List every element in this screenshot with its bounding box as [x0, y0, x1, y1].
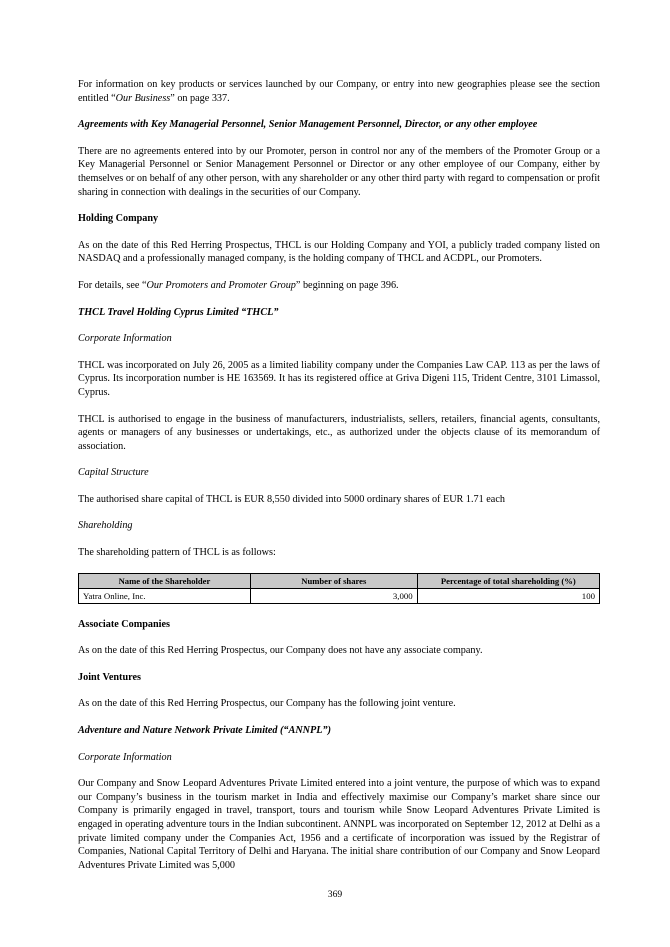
paragraph-joint-ventures: As on the date of this Red Herring Prospectus, our Company has the following joint venture.	[78, 698, 456, 710]
heading-joint-ventures: Joint Ventures	[78, 671, 141, 683]
paragraph-associate-companies: As on the date of this Red Herring Prospectus, our Company does not have any associate company.	[78, 645, 483, 657]
subheading-corporate-information-annpl: Corporate Information	[78, 751, 172, 763]
shareholding-table	[78, 573, 600, 604]
column-header-shareholder-name: Name of the Shareholder	[79, 573, 251, 588]
section-reference-promoters: Our Promoters and Promoter Group	[146, 279, 296, 291]
paragraph-intro: For information on key products or services launched by our Company, or entry into new geographies please see the section entitled “Our Business” on page 337.	[78, 79, 600, 104]
paragraph-shareholding-intro: The shareholding pattern of THCL is as follows:	[78, 547, 276, 559]
subheading-shareholding: Shareholding	[78, 520, 133, 532]
column-header-percentage: Percentage of total shareholding (%)	[417, 573, 599, 588]
paragraph-thcl-business: THCL is authorised to engage in the business of manufacturers, industrialists, sellers, retailers, financial agents, consultants, agents or managers of any businesses or undertakings, etc., as authorized under the objects clause of its memorandum of association.	[78, 413, 600, 452]
cell-percentage: 100	[417, 588, 599, 603]
heading-agreements-kmp: Agreements with Key Managerial Personnel, Senior Management Personnel, Director, or any other employee	[78, 119, 538, 131]
page-number: 369	[327, 889, 343, 900]
paragraph-thcl-incorporation: THCL was incorporated on July 26, 2005 as a limited liability company under the Companies Law CAP. 113 as per the laws of Cyprus. Its incorporation number is HE 163569. It has its registered office at Griva Digeni 115, Trident Centre, 3101 Limassol, Cyprus.	[78, 359, 600, 398]
heading-associate-companies: Associate Companies	[78, 618, 170, 630]
paragraph-annpl-details: Our Company and Snow Leopard Adventures Private Limited entered into a joint venture, the purpose of which was to expand our Company’s business in the tourism market in India and effectively maximise our Company’s market share since our Company is primarily engaged in travel, transport, tours and tourism while Snow Leopard Adventures Private Limited is engaged in operating adventure tours in the Indian subcontinent. ANNPL was incorporated on September 12, 2012 at Delhi as a private limited company under the Companies Act, 1956 and a certificate of incorporation was issued by the Registrar of Companies, National Capital Territory of Delhi and Haryana. The initial share contribution of our Company and Snow Leopard Adventures Private Limited was 5,000	[78, 778, 600, 871]
heading-holding-company: Holding Company	[78, 213, 159, 225]
cell-shareholder-name: Yatra Online, Inc.	[79, 588, 251, 603]
column-header-number-of-shares: Number of shares	[250, 573, 417, 588]
table-row	[79, 588, 600, 603]
table-header-row	[79, 573, 600, 588]
paragraph-promoter-reference: For details, see “Our Promoters and Promoter Group” beginning on page 396.	[78, 279, 399, 291]
heading-annpl: Adventure and Nature Network Private Limited (“ANNPL”)	[78, 725, 331, 737]
cell-number-of-shares: 3,000	[250, 588, 417, 603]
paragraph-authorised-capital: The authorised share capital of THCL is EUR 8,550 divided into 5000 ordinary shares of EUR 1.71 each	[78, 493, 505, 505]
subheading-corporate-information-thcl: Corporate Information	[78, 333, 172, 345]
paragraph-agreements: There are no agreements entered into by our Promoter, person in control nor any of the members of the Promoter Group or a Key Managerial Personnel or Senior Management Personnel or Director or any other employee of our Company, either by themselves or on behalf of any other person, with any shareholder or any other third party with regard to compensation or profit sharing in connection with dealings in the securities of our Company.	[78, 145, 600, 198]
section-reference-our-business: Our Business	[115, 92, 171, 104]
heading-thcl: THCL Travel Holding Cyprus Limited “THCL”	[78, 306, 279, 318]
subheading-capital-structure: Capital Structure	[78, 467, 149, 479]
paragraph-holding-company: As on the date of this Red Herring Prospectus, THCL is our Holding Company and YOI, a publicly traded company listed on NASDAQ and a professionally managed company, is the holding company of THCL and ACDPL, our Promoters.	[78, 239, 600, 265]
